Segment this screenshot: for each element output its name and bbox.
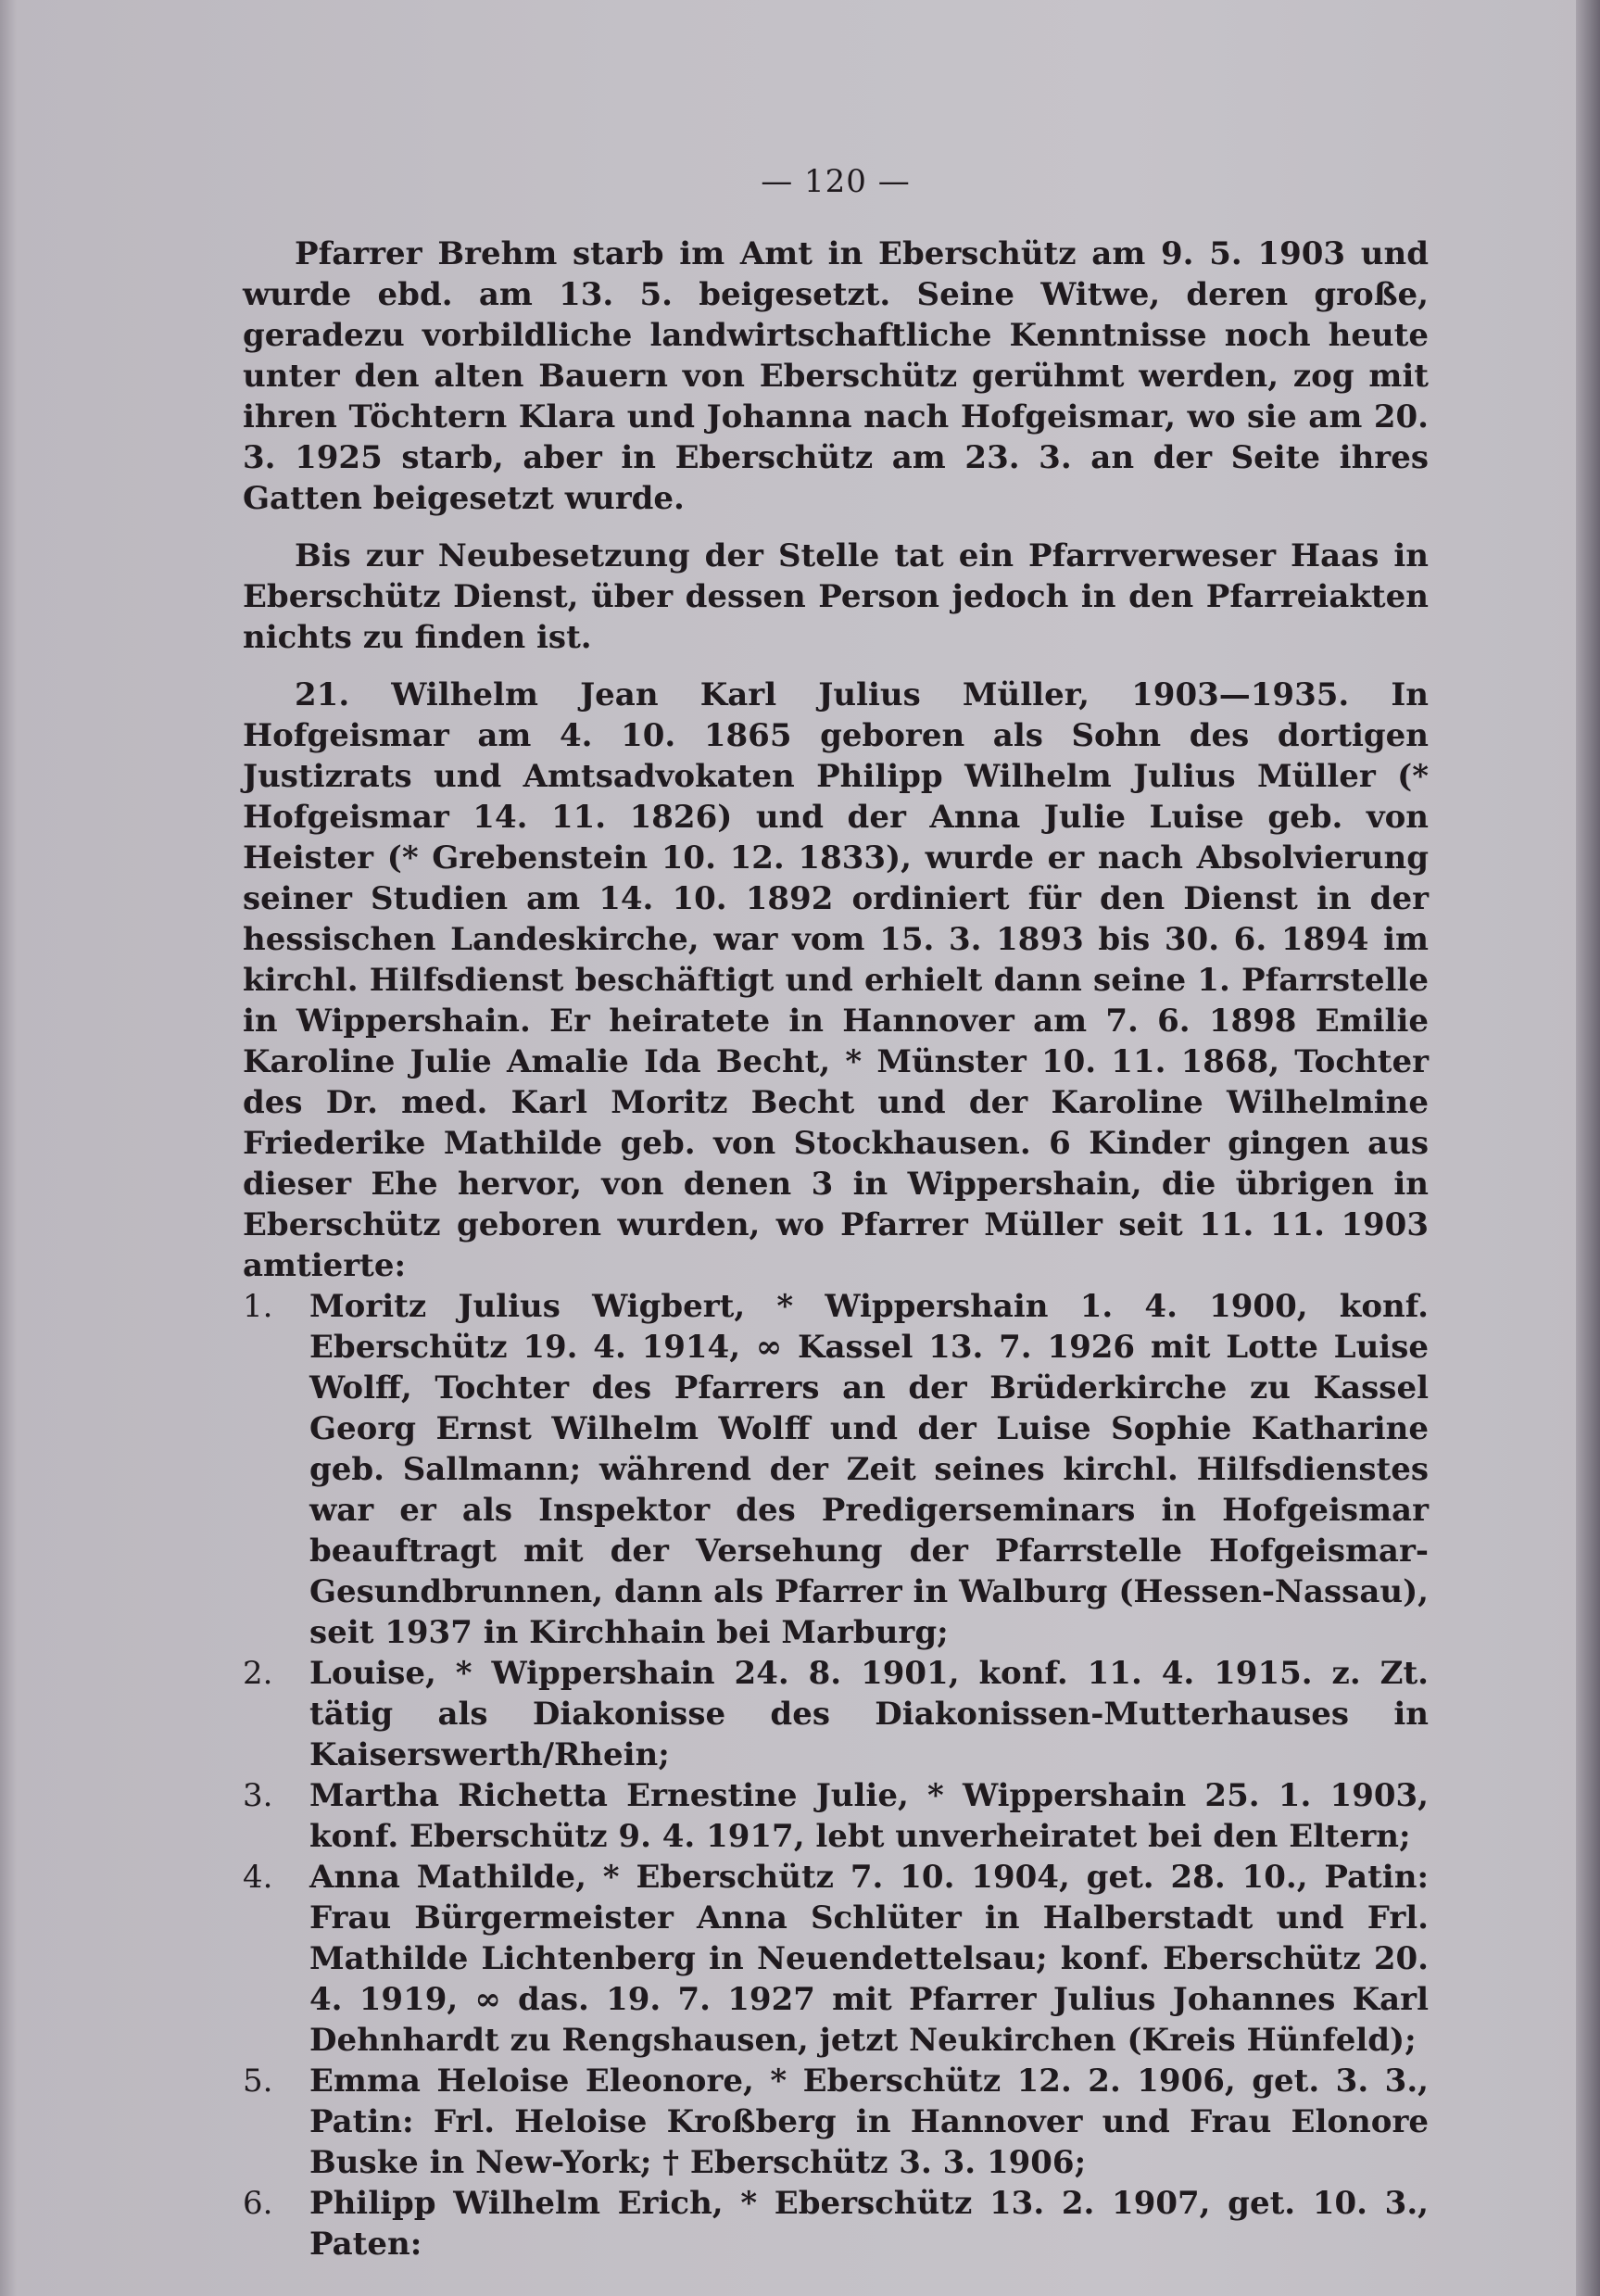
list-item	[243, 1286, 1429, 1653]
list-item-text: Moritz Julius Wigbert, * Wippershain 1. 4. 1900, konf. Eberschütz 19. 4. 1914, ∞ Kassel 13. 7. 1926 mit Lotte Luise Wolff, Tochter des Pfarrers an der Brüderkirche zu Kassel Georg Ernst Wilhelm Wolff und der Luise Sophie Katharine geb. Sallmann; während der Zeit seines kirchl. Hilfsdienstes war er als Inspektor des Predigerseminars in Hofgeismar beauftragt mit der Versehung der Pfarrstelle Hofgeismar-Gesundbrunnen, dann als Pfarrer in Walburg (Hessen-Nassau), seit 1937 in Kirchhain bei Marburg;	[309, 1288, 1429, 1651]
list-item-text: Anna Mathilde, * Eberschütz 7. 10. 1904, get. 28. 10., Patin: Frau Bürgermeister Anna Schlüter in Halberstadt und Frl. Mathilde Lichtenberg in Neuendettelsau; konf. Eberschütz 20. 4. 1919, ∞ das. 19. 7. 1927 mit Pfarrer Julius Johannes Karl Dehnhardt zu Rengshausen, jetzt Neukirchen (Kreis Hünfeld);	[309, 1859, 1429, 2059]
list-item-number: 3.	[243, 1777, 273, 1814]
paragraph-mueller: 21. Wilhelm Jean Karl Julius Müller, 1903—1935. In Hofgeismar am 4. 10. 1865 geboren als Sohn des dortigen Justizrats und Amtsadvokaten Philipp Wilhelm Julius Müller (* Hofgeismar 14. 11. 1826) und der Anna Julie Luise geb. von Heister (* Grebenstein 10. 12. 1833), wurde er nach Absolvierung seiner Studien am 14. 10. 1892 ordiniert für den Dienst in der hessischen Landeskirche, war vom 15. 3. 1893 bis 30. 6. 1894 im kirchl. Hilfsdienst beschäftigt und erhielt dann seine 1. Pfarrstelle in Wippershain. Er heiratete in Hannover am 7. 6. 1898 Emilie Karoline Julie Amalie Ida Becht, * Münster 10. 11. 1868, Tochter des Dr. med. Karl Moritz Becht und der Karoline Wilhelmine Friederike Mathilde geb. von Stockhausen. 6 Kinder gingen aus dieser Ehe hervor, von denen 3 in Wippershain, die übrigen in Eberschütz geboren wurden, wo Pfarrer Müller seit 11. 11. 1903 amtierte:	[243, 676, 1429, 1284]
list-item-text: Emma Heloise Eleonore, * Eberschütz 12. 2. 1906, get. 3. 3., Patin: Frl. Heloise Kroßberg in Hannover und Frau Elonore Buske in New-York; † Eberschütz 3. 3. 1906;	[309, 2063, 1429, 2181]
list-item-number: 2.	[243, 1655, 273, 1692]
list-item-number: 1.	[243, 1288, 273, 1325]
list-item	[243, 2183, 1429, 2264]
text-block	[243, 148, 1429, 2264]
list-item	[243, 1775, 1429, 1857]
list-item	[243, 1653, 1429, 1775]
paragraph-haas: Bis zur Neubesetzung der Stelle tat ein Pfarrverweser Haas in Eberschütz Dienst, über dessen Person jedoch in den Pfarreiakten nichts zu finden ist.	[243, 537, 1429, 656]
list-item	[243, 2061, 1429, 2183]
page-binding-edge	[1576, 0, 1600, 2296]
list-item-number: 4.	[243, 1859, 273, 1896]
page-left-edge	[0, 0, 17, 2296]
list-item-number: 6.	[243, 2185, 273, 2222]
list-item-text: Martha Richetta Ernestine Julie, * Wippershain 25. 1. 1903, konf. Eberschütz 9. 4. 1917, lebt unverheiratet bei den Eltern;	[309, 1777, 1429, 1855]
page-number: — 120 —	[761, 163, 911, 200]
list-item-text: Philipp Wilhelm Erich, * Eberschütz 13. 2. 1907, get. 10. 3., Paten:	[309, 2185, 1429, 2263]
list-item	[243, 1857, 1429, 2061]
paragraph-brehm: Pfarrer Brehm starb im Amt in Eberschütz am 9. 5. 1903 und wurde ebd. am 13. 5. beigesetzt. Seine Witwe, deren große, geradezu vorbildliche landwirtschaftliche Kenntnisse noch heute unter den alten Bauern von Eberschütz gerühmt werden, zog mit ihren Töchtern Klara und Johanna nach Hofgeismar, wo sie am 20. 3. 1925 starb, aber in Eberschütz am 23. 3. an der Seite ihres Gatten beigesetzt wurde.	[243, 235, 1429, 517]
list-item-text: Louise, * Wippershain 24. 8. 1901, konf. 11. 4. 1915. z. Zt. tätig als Diakonisse des Diakonissen-Mutterhauses in Kaiserswerth/Rhein;	[309, 1655, 1429, 1773]
list-item-number: 5.	[243, 2063, 273, 2100]
